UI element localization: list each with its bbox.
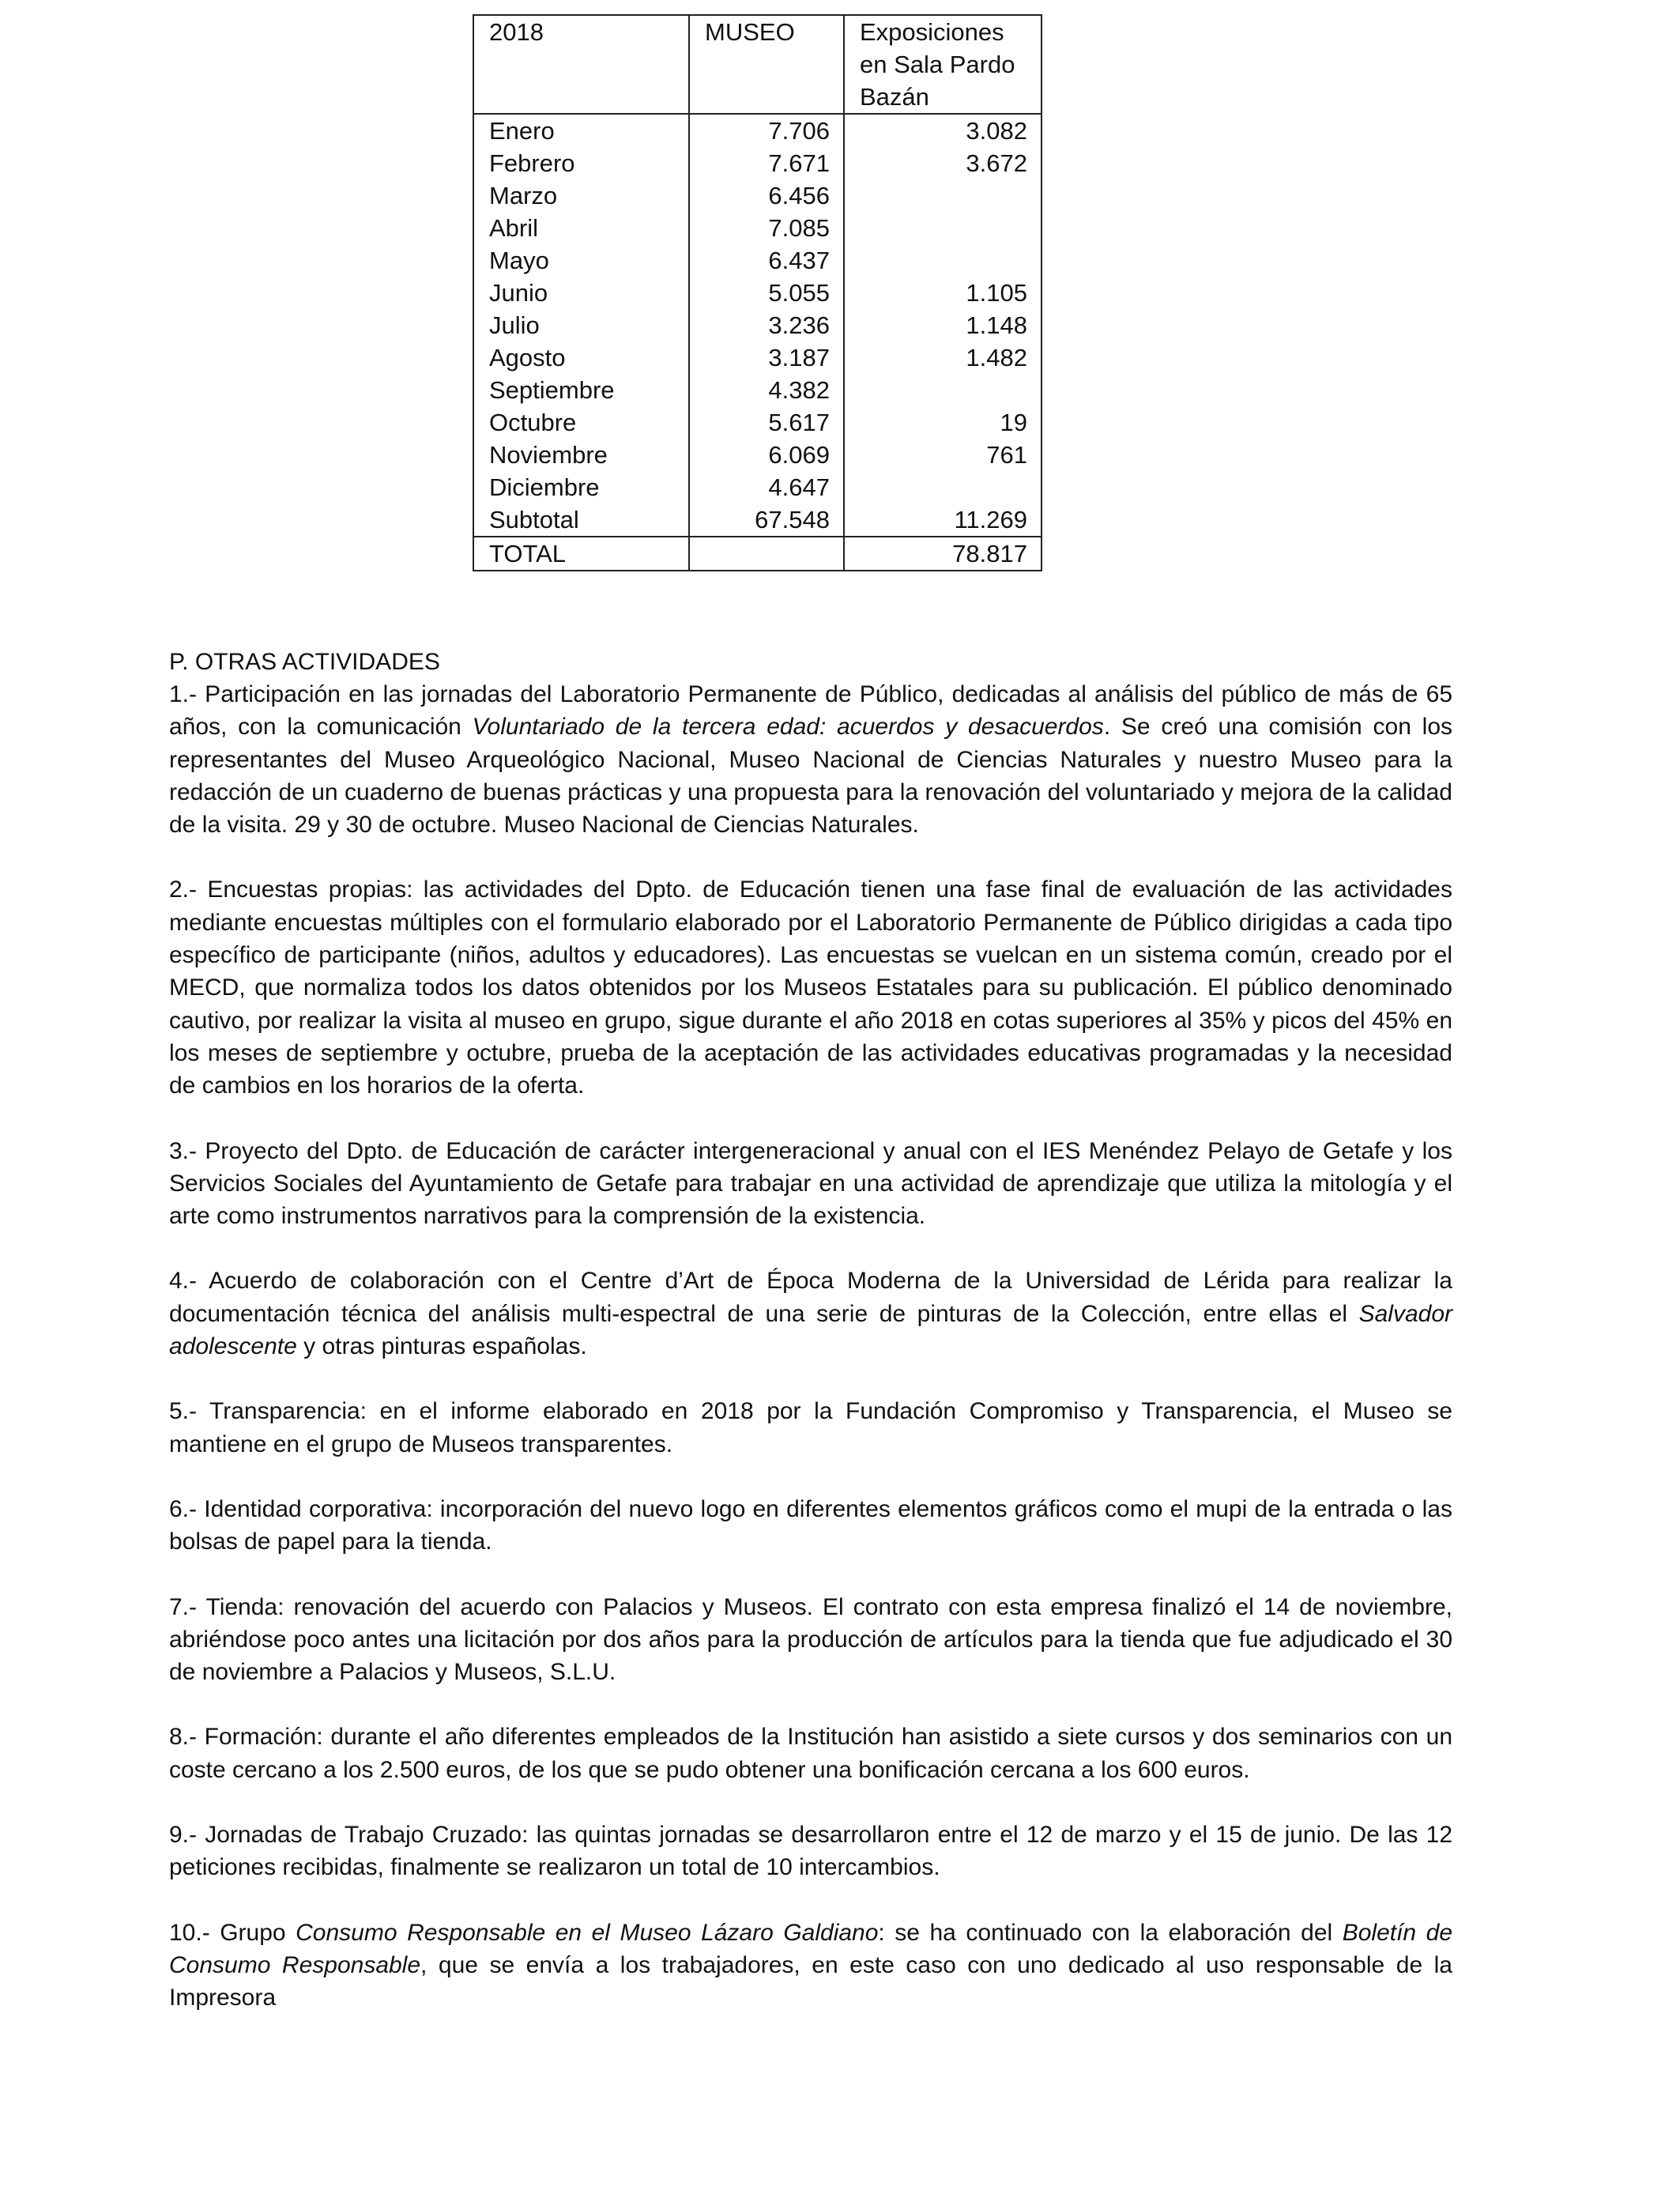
table-row — [473, 406, 1042, 439]
museo-cell: 6.437 — [689, 244, 844, 277]
paragraph-lead: 8.- Formación: — [169, 1724, 323, 1751]
month-cell: Febrero — [473, 147, 689, 179]
month-cell: TOTAL — [473, 537, 689, 571]
expo-cell — [844, 212, 1042, 244]
table-header-row — [473, 15, 1042, 114]
museo-cell: 5.055 — [689, 277, 844, 309]
expo-cell: 1.105 — [844, 277, 1042, 309]
month-cell: Noviembre — [473, 439, 689, 471]
expo-cell: 3.672 — [844, 147, 1042, 179]
paragraph-text: : las actividades del Dpto. de Educación tienen una fase final de evaluación de las actividades mediante encuestas múltiples con el formulario elaborado por el Laboratorio Permanente de Público dirigidas a cada tipo específico de participante (niños, adultos y educadores). Las encuestas se vuelcan en un sistema común, creado por el MECD, que normaliza todos los datos obtenidos por los Museos Estatales para su publicación. El público denominado cautivo, por realizar la visita al museo en grupo, sigue durante el año 2018 en cotas superiores al 35% y picos del 45% en los meses de septiembre y octubre, prueba de la aceptación de las actividades educativas programadas y la necesidad de cambios en los horarios de la oferta. — [169, 876, 1452, 1099]
month-cell: Enero — [473, 114, 689, 147]
museo-cell: 6.069 — [689, 439, 844, 471]
table-row — [473, 341, 1042, 374]
paragraph-6 — [169, 1493, 1452, 1559]
table-row — [473, 147, 1042, 179]
month-cell: Agosto — [473, 341, 689, 374]
paragraph-8 — [169, 1721, 1452, 1786]
expo-cell: 1.482 — [844, 341, 1042, 374]
month-cell: Subtotal — [473, 503, 689, 537]
month-cell: Diciembre — [473, 471, 689, 503]
expo-cell: 78.817 — [844, 537, 1042, 571]
table-row-total — [473, 537, 1042, 571]
museo-cell: 7.706 — [689, 114, 844, 147]
expo-cell: 11.269 — [844, 503, 1042, 537]
table-row — [473, 179, 1042, 212]
paragraph-1 — [169, 678, 1452, 841]
paragraph-7 — [169, 1591, 1452, 1689]
paragraph-italic: Salvador adolescente — [169, 1300, 1452, 1360]
table-row — [473, 212, 1042, 244]
expo-cell — [844, 471, 1042, 503]
paragraph-text: : se ha continuado con la elaboración del — [878, 1919, 1343, 1946]
month-cell: Octubre — [473, 406, 689, 439]
expo-cell: 1.148 — [844, 309, 1042, 341]
expo-cell: 3.082 — [844, 114, 1042, 147]
table-row — [473, 244, 1042, 277]
expo-cell: 761 — [844, 439, 1042, 471]
expo-cell: 19 — [844, 406, 1042, 439]
month-cell: Junio — [473, 277, 689, 309]
museo-cell: 67.548 — [689, 503, 844, 537]
museo-cell: 6.456 — [689, 179, 844, 212]
museo-cell: 4.647 — [689, 471, 844, 503]
expo-cell — [844, 179, 1042, 212]
museo-cell: 5.617 — [689, 406, 844, 439]
paragraph-lead: 7.- Tienda: — [169, 1593, 284, 1620]
paragraph-text: de carácter intergeneracional y anual con el IES Menéndez Pelayo de Getafe y los Servicios Sociales del Ayuntamiento de Getafe para trabajar en una actividad de aprendizaje que utiliza la mitología y el arte como instrumentos narrativos para la comprensión de la existencia. — [169, 1137, 1452, 1230]
paragraph-italic: Voluntariado de la tercera edad: acuerdos y desacuerdos — [472, 714, 1104, 741]
paragraph-text: , dedicadas al análisis del público de más de 65 años, con la comunicación — [169, 681, 1453, 741]
paragraph-3 — [169, 1135, 1452, 1233]
table-row — [473, 114, 1042, 147]
expo-cell — [844, 374, 1042, 406]
month-cell: Marzo — [473, 179, 689, 212]
paragraph-lead: 10.- Grupo — [169, 1919, 296, 1946]
paragraph-lead: 9.- Jornadas de Trabajo Cruzado — [169, 1822, 522, 1849]
paragraph-text: durante el año diferentes empleados de la Institución han asistido a siete cursos y dos seminarios con un coste cercano a los 2.500 euros, de los que se pudo obtener una bonificación cercana a los 600 euros. — [169, 1724, 1453, 1783]
header-museo: MUSEO — [689, 15, 844, 114]
museo-cell: 7.671 — [689, 147, 844, 179]
month-cell: Septiembre — [473, 374, 689, 406]
museo-cell: 3.187 — [689, 341, 844, 374]
table-row-subtotal — [473, 503, 1042, 537]
museo-cell: 3.236 — [689, 309, 844, 341]
header-year: 2018 — [473, 15, 689, 114]
paragraph-text: para realizar la documentación técnica del análisis multi-espectral de una serie de pinturas de la Colección, entre ellas el — [169, 1268, 1452, 1327]
paragraph-text: . Se creó una comisión con los representantes del Museo Arqueológico Nacional, Museo Nacional de Ciencias Naturales y nuestro Museo para la redacción de un cuaderno de buenas prácticas y una propuesta para la renovación del voluntariado y mejora de la calidad de la visita. 29 y 30 de octubre. Museo Nacional de Ciencias Naturales. — [169, 714, 1453, 839]
museo-cell: 4.382 — [689, 374, 844, 406]
section-title: P. OTRAS ACTIVIDADES — [169, 649, 440, 675]
paragraph-text: renovación del acuerdo con Palacios y Museos. El contrato con esta empresa finalizó el 14 de noviembre, abriéndose poco antes una licitación por dos años para la producción de artículos para la tienda que fue adjudicado el 30 de noviembre a Palacios y Museos, S.L.U. — [169, 1593, 1452, 1686]
paragraph-9 — [169, 1819, 1452, 1884]
paragraph-2 — [169, 873, 1452, 1102]
table-row — [473, 439, 1042, 471]
paragraph-lead: 4.- Acuerdo de colaboración con el Centre d’Art de Época Moderna de la Universidad de Lérida — [169, 1268, 1269, 1295]
expo-cell — [844, 244, 1042, 277]
paragraph-italic: Consumo Responsable en el Museo Lázaro Galdiano — [296, 1919, 879, 1946]
paragraph-text: : en el informe elaborado en 2018 por la Fundación Compromiso y Transparencia, el Museo se mantiene en el grupo de Museos transparentes. — [169, 1398, 1452, 1457]
paragraph-lead: 6.- Identidad corporativa: — [169, 1495, 433, 1522]
activities-text — [169, 678, 1452, 2047]
paragraph-italic: Boletín de Consumo Responsable — [169, 1919, 1452, 1978]
museo-cell: 7.085 — [689, 212, 844, 244]
month-cell: Abril — [473, 212, 689, 244]
paragraph-text: : las quintas jornadas se desarrollaron entre el 12 de marzo y el 15 de junio. De las 12 peticiones recibidas, finalmente se realizaron un total de 10 intercambios. — [169, 1822, 1453, 1881]
table-row — [473, 374, 1042, 406]
paragraph-text: incorporación del nuevo logo en diferentes elementos gráficos como el mupi de la entrada o las bolsas de papel para la tienda. — [169, 1495, 1452, 1555]
visitors-table — [473, 14, 1042, 571]
month-cell: Mayo — [473, 244, 689, 277]
paragraph-lead: 5.- Transparencia — [169, 1398, 360, 1425]
paragraph-lead: 3.- Proyecto del Dpto. de Educación — [169, 1137, 557, 1164]
table-row — [473, 309, 1042, 341]
paragraph-10 — [169, 1917, 1452, 2015]
paragraph-text: y otras pinturas españolas. — [296, 1333, 587, 1360]
month-cell: Julio — [473, 309, 689, 341]
table-row — [473, 277, 1042, 309]
paragraph-text: , que se envía a los trabajadores, en este caso con uno dedicado al uso responsable de la Impresora — [169, 1951, 1452, 2011]
header-exposiciones: Exposiciones en Sala Pardo Bazán — [844, 15, 1042, 114]
table-row — [473, 471, 1042, 503]
museo-cell — [689, 537, 844, 571]
paragraph-5 — [169, 1395, 1452, 1461]
paragraph-lead: 1.- Participación en las jornadas del Laboratorio Permanente de Público — [169, 681, 938, 707]
paragraph-lead: 2.- Encuestas propias — [169, 876, 407, 903]
paragraph-4 — [169, 1265, 1452, 1363]
